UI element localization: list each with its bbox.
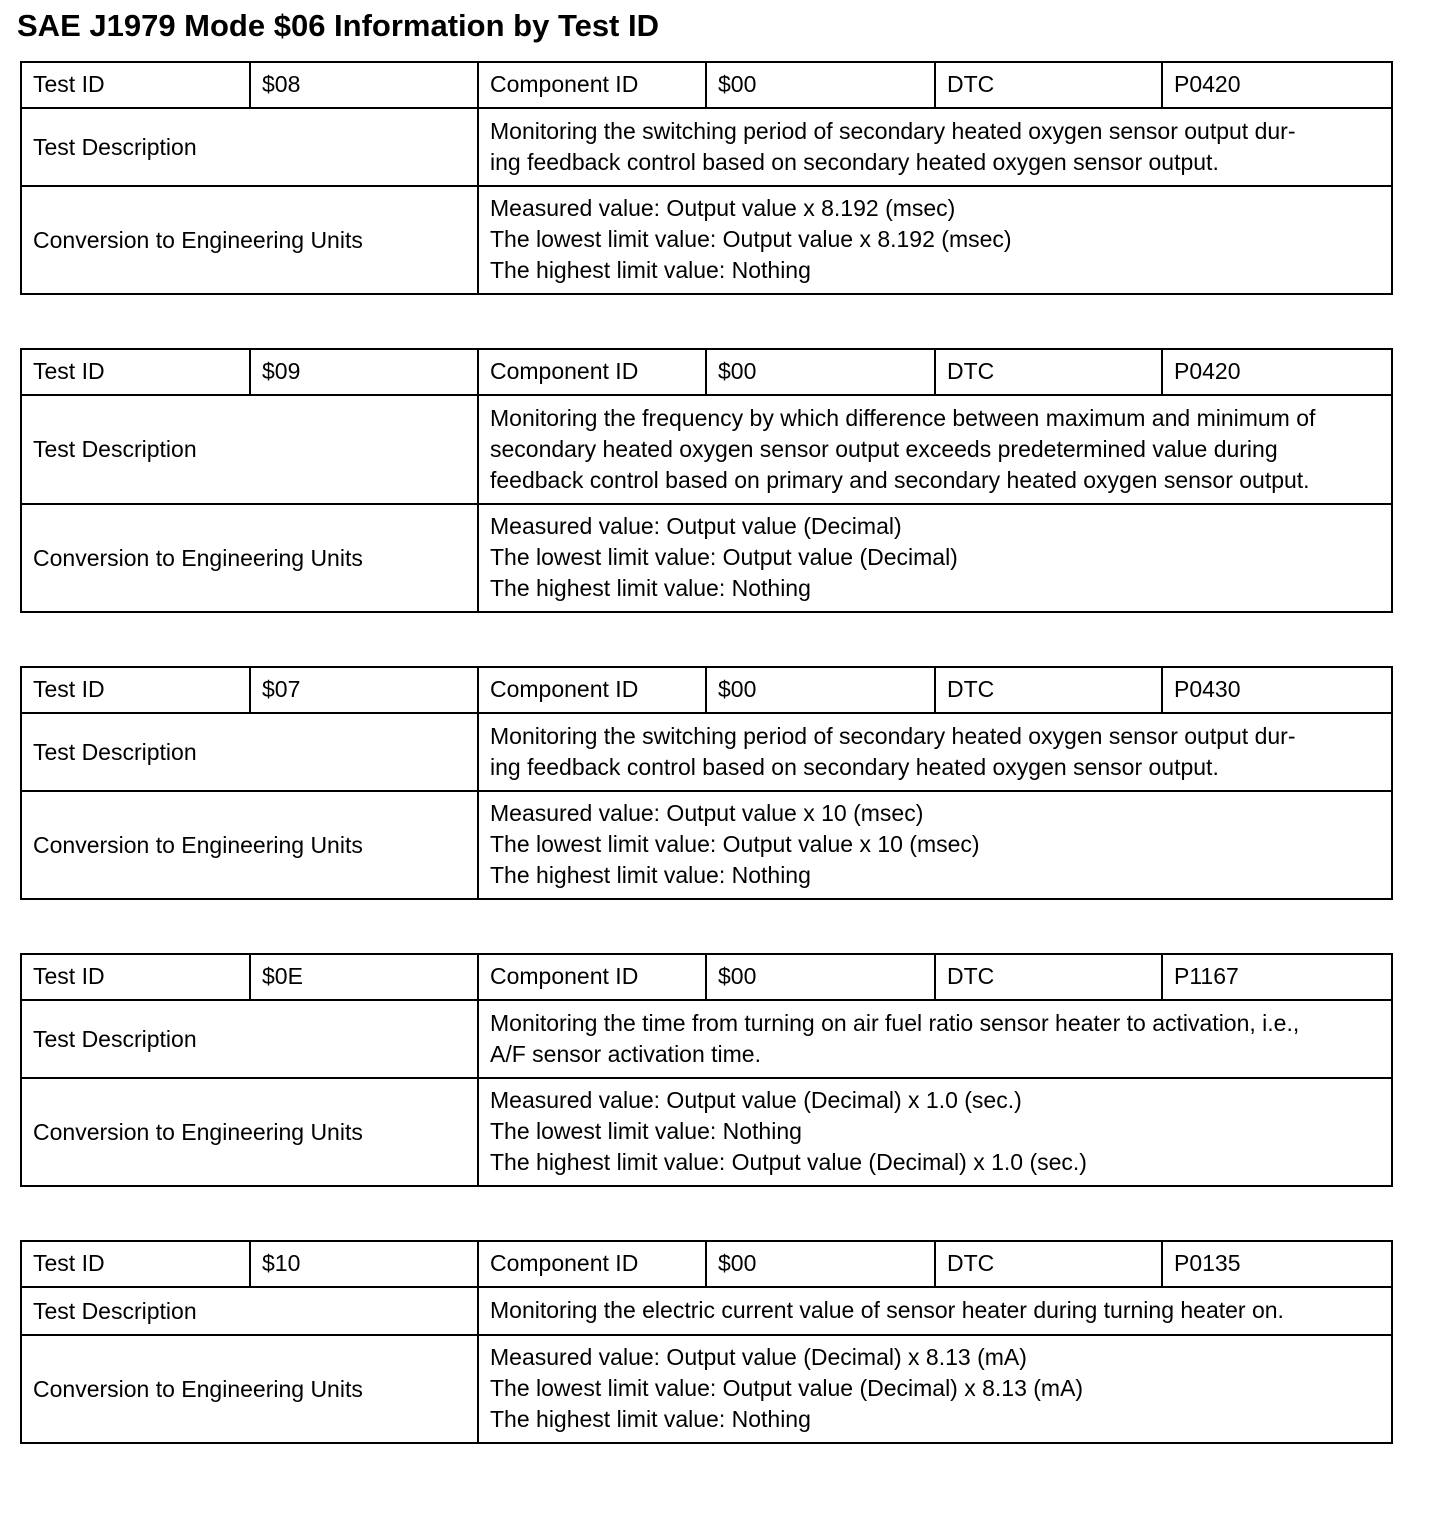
conversion-label: Conversion to Engineering Units bbox=[21, 791, 478, 899]
test-id-row bbox=[21, 667, 1392, 713]
conversion-label: Conversion to Engineering Units bbox=[21, 1335, 478, 1443]
conversion-label: Conversion to Engineering Units bbox=[21, 1078, 478, 1186]
test-description-line: ing feedback control based on secondary heated oxygen sensor output. bbox=[490, 148, 1219, 175]
component-id-value: $00 bbox=[706, 349, 935, 395]
conversion-line: The highest limit value: Nothing bbox=[490, 257, 811, 283]
dtc-value: P0420 bbox=[1162, 62, 1392, 108]
test-description-line: feedback control based on primary and secondary heated oxygen sensor output. bbox=[490, 466, 1310, 493]
dtc-value: P0430 bbox=[1162, 667, 1392, 713]
conversion-text bbox=[490, 189, 1381, 291]
conversion-value bbox=[478, 504, 1392, 612]
tables-container bbox=[20, 61, 1391, 1444]
conversion-row bbox=[21, 791, 1392, 899]
test-description-label: Test Description bbox=[21, 713, 478, 791]
dtc-label: DTC bbox=[935, 954, 1162, 1000]
conversion-text bbox=[490, 1081, 1381, 1183]
test-id-label: Test ID bbox=[21, 1241, 250, 1287]
test-description-row bbox=[21, 1000, 1392, 1078]
test-description-line: Monitoring the switching period of secondary heated oxygen sensor output dur- bbox=[490, 722, 1296, 749]
dtc-label: DTC bbox=[935, 667, 1162, 713]
conversion-value bbox=[478, 1335, 1392, 1443]
test-description-text bbox=[490, 399, 1381, 501]
conversion-line: Measured value: Output value x 10 (msec) bbox=[490, 800, 924, 826]
test-id-row bbox=[21, 62, 1392, 108]
conversion-label: Conversion to Engineering Units bbox=[21, 186, 478, 294]
test-description-label: Test Description bbox=[21, 1000, 478, 1078]
test-description-label: Test Description bbox=[21, 395, 478, 504]
component-id-value: $00 bbox=[706, 954, 935, 1000]
component-id-label: Component ID bbox=[478, 62, 706, 108]
test-description-value bbox=[478, 395, 1392, 504]
conversion-line: Measured value: Output value x 8.192 (msec) bbox=[490, 195, 956, 221]
test-table-3 bbox=[20, 666, 1393, 900]
test-description-line: Monitoring the electric current value of sensor heater during turning heater on. bbox=[490, 1297, 1284, 1323]
test-id-label: Test ID bbox=[21, 349, 250, 395]
conversion-text bbox=[490, 507, 1381, 609]
conversion-line: The lowest limit value: Nothing bbox=[490, 1118, 802, 1144]
test-description-line: secondary heated oxygen sensor output exceeds predetermined value during bbox=[490, 435, 1278, 462]
conversion-line: Measured value: Output value (Decimal) bbox=[490, 513, 902, 539]
component-id-label: Component ID bbox=[478, 954, 706, 1000]
test-description-value bbox=[478, 1000, 1392, 1078]
test-id-value: $0E bbox=[250, 954, 478, 1000]
conversion-line: Measured value: Output value (Decimal) x 8.13 (mA) bbox=[490, 1344, 1027, 1370]
conversion-line: The highest limit value: Nothing bbox=[490, 575, 811, 601]
component-id-label: Component ID bbox=[478, 349, 706, 395]
test-table-4 bbox=[20, 953, 1393, 1187]
test-id-row bbox=[21, 349, 1392, 395]
test-description-label: Test Description bbox=[21, 108, 478, 186]
dtc-value: P0135 bbox=[1162, 1241, 1392, 1287]
test-table-1 bbox=[20, 61, 1393, 295]
dtc-label: DTC bbox=[935, 62, 1162, 108]
test-description-label: Test Description bbox=[21, 1287, 478, 1335]
conversion-value bbox=[478, 791, 1392, 899]
test-id-value: $07 bbox=[250, 667, 478, 713]
conversion-text bbox=[490, 794, 1381, 896]
test-id-row bbox=[21, 1241, 1392, 1287]
test-id-label: Test ID bbox=[21, 954, 250, 1000]
conversion-row bbox=[21, 1335, 1392, 1443]
test-description-row bbox=[21, 108, 1392, 186]
conversion-line: The lowest limit value: Output value (Decimal) bbox=[490, 544, 958, 570]
test-description-row bbox=[21, 395, 1392, 504]
component-id-label: Component ID bbox=[478, 667, 706, 713]
conversion-label: Conversion to Engineering Units bbox=[21, 504, 478, 612]
conversion-text bbox=[490, 1338, 1381, 1440]
test-id-value: $09 bbox=[250, 349, 478, 395]
conversion-line: The highest limit value: Nothing bbox=[490, 1406, 811, 1432]
test-description-line: Monitoring the switching period of secondary heated oxygen sensor output dur- bbox=[490, 117, 1296, 144]
conversion-row bbox=[21, 186, 1392, 294]
test-description-line: Monitoring the time from turning on air fuel ratio sensor heater to activation, i.e., bbox=[490, 1009, 1300, 1036]
component-id-label: Component ID bbox=[478, 1241, 706, 1287]
page-title: SAE J1979 Mode $06 Information by Test ID bbox=[17, 8, 659, 43]
test-description-line: Monitoring the frequency by which difference between maximum and minimum of bbox=[490, 404, 1316, 431]
test-description-value bbox=[478, 713, 1392, 791]
conversion-line: The lowest limit value: Output value (Decimal) x 8.13 (mA) bbox=[490, 1375, 1084, 1401]
test-description-text bbox=[490, 1291, 1381, 1331]
test-description-row bbox=[21, 713, 1392, 791]
test-id-label: Test ID bbox=[21, 667, 250, 713]
conversion-line: Measured value: Output value (Decimal) x 1.0 (sec.) bbox=[490, 1087, 1022, 1113]
dtc-label: DTC bbox=[935, 1241, 1162, 1287]
test-id-value: $10 bbox=[250, 1241, 478, 1287]
test-table-5 bbox=[20, 1240, 1393, 1444]
dtc-label: DTC bbox=[935, 349, 1162, 395]
test-description-text bbox=[490, 1004, 1381, 1075]
conversion-line: The highest limit value: Output value (Decimal) x 1.0 (sec.) bbox=[490, 1149, 1087, 1175]
conversion-line: The highest limit value: Nothing bbox=[490, 862, 811, 888]
test-description-value bbox=[478, 108, 1392, 186]
test-description-line: ing feedback control based on secondary heated oxygen sensor output. bbox=[490, 753, 1219, 780]
conversion-row bbox=[21, 504, 1392, 612]
test-id-label: Test ID bbox=[21, 62, 250, 108]
dtc-value: P0420 bbox=[1162, 349, 1392, 395]
component-id-value: $00 bbox=[706, 62, 935, 108]
conversion-value bbox=[478, 1078, 1392, 1186]
test-id-row bbox=[21, 954, 1392, 1000]
test-id-value: $08 bbox=[250, 62, 478, 108]
conversion-line: The lowest limit value: Output value x 8.192 (msec) bbox=[490, 226, 1012, 252]
test-table-2 bbox=[20, 348, 1393, 613]
dtc-value: P1167 bbox=[1162, 954, 1392, 1000]
component-id-value: $00 bbox=[706, 1241, 935, 1287]
component-id-value: $00 bbox=[706, 667, 935, 713]
conversion-line: The lowest limit value: Output value x 10 (msec) bbox=[490, 831, 980, 857]
conversion-value bbox=[478, 186, 1392, 294]
test-description-text bbox=[490, 717, 1381, 788]
test-description-value bbox=[478, 1287, 1392, 1335]
test-description-line: A/F sensor activation time. bbox=[490, 1040, 761, 1067]
conversion-row bbox=[21, 1078, 1392, 1186]
test-description-row bbox=[21, 1287, 1392, 1335]
test-description-text bbox=[490, 112, 1381, 183]
